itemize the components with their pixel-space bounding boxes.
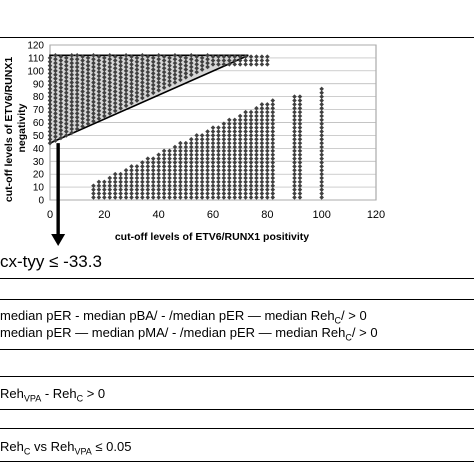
y-tick-label: 0	[38, 195, 44, 207]
x-tick-label: 0	[46, 209, 54, 221]
row-2-line-1-tail: / > 0	[341, 308, 367, 323]
table-rule-1	[0, 278, 474, 279]
row-2-line-2-tail: / > 0	[351, 325, 378, 340]
row-3-a-sub: VPA	[23, 393, 42, 404]
row-2-line-1-sub: C	[334, 315, 342, 326]
x-tick-label: 120	[366, 209, 386, 221]
arrow-head	[51, 234, 65, 246]
y-tick-label: 70	[32, 105, 44, 117]
row-2-line-1	[0, 308, 367, 326]
y-tick-label: 50	[32, 130, 44, 142]
table-rule-3	[0, 349, 474, 350]
row-2-line-2-text: median pER — median pMA/ - /median pER — median Reh	[0, 325, 346, 340]
row-4-a-sub: C	[23, 446, 31, 457]
row-3-text	[0, 386, 105, 404]
table-rule-4	[0, 376, 474, 377]
row-3-tail: > 0	[83, 386, 106, 401]
y-tick-label: 90	[32, 79, 44, 91]
row-3-b-sub: C	[76, 393, 84, 404]
y-tick-label: 110	[28, 53, 44, 65]
row-4-a: Reh	[0, 439, 24, 454]
row-2-line-2	[0, 325, 378, 343]
row-2-line-1-text: median pER - median pBA/ - /median pER — median Reh	[0, 308, 335, 323]
y-tick-label: 80	[32, 92, 44, 104]
y-tick-label: 100	[27, 66, 44, 78]
row-3-b: - Reh	[41, 386, 77, 401]
row-2-line-2-sub: C	[345, 332, 352, 343]
y-tick-label: 10	[32, 182, 44, 194]
y-tick-label: 30	[32, 156, 44, 168]
y-axis-label-line-2: negativity	[16, 103, 28, 153]
row-4-b: vs Reh	[30, 439, 75, 454]
x-tick-label: 100	[312, 209, 331, 221]
x-tick-label: 80	[261, 209, 274, 221]
row-1-value: cx-tyy ≤ -33.3	[0, 252, 102, 271]
table-rule-5	[0, 409, 474, 410]
y-axis-label	[3, 54, 28, 202]
table-rule-7	[0, 461, 474, 462]
y-tick-label: 40	[32, 143, 44, 155]
table-rule-2	[0, 299, 474, 300]
x-tick-label: 40	[152, 209, 165, 221]
row-4-text	[0, 439, 131, 457]
y-tick-label: 60	[32, 118, 44, 129]
y-tick-labels	[27, 41, 44, 207]
x-axis-label: cut-off levels of ETV6/RUNX1 positivity	[114, 231, 310, 243]
y-tick-label: 120	[27, 40, 44, 52]
x-tick-label: 20	[98, 209, 111, 221]
x-tick-labels	[47, 209, 385, 221]
row-3-a: Reh	[0, 386, 24, 401]
row-1-text	[0, 252, 102, 272]
y-axis-label-line-1: cut-off levels of ETV6/RUNX1	[3, 56, 15, 203]
table-rule-6	[0, 428, 474, 429]
y-tick-label: 20	[32, 169, 44, 181]
x-tick-label: 60	[206, 209, 220, 221]
row-4-tail: ≤ 0.05	[91, 439, 132, 454]
row-4-b-sub: VPA	[74, 446, 92, 457]
